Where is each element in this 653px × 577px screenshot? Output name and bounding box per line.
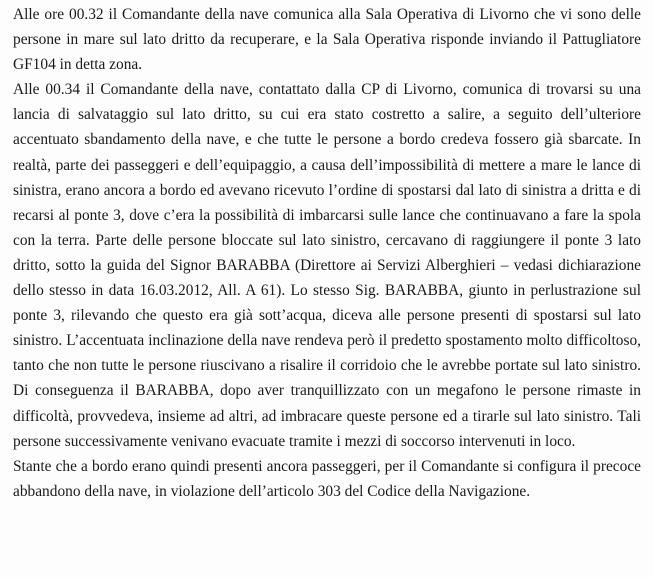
paragraph-2: Alle 00.34 il Comandante della nave, contattato dalla CP di Livorno, comunica di trovarsi su una lancia di salvataggio sul lato dritto, su cui era stato costretto a salire, a seguito dell’ulteriore accentuato sbandamento della nave, e che tutte le persone a bordo credeva fossero già sbarcate. In realtà, parte dei passeggeri e dell’equipaggio, a causa dell’impossibilità di mettere a mare le lance di sinistra, erano ancora a bordo ed avevano ricevuto l’ordine di spostarsi dal lato di sinistra a dritta e di recarsi al ponte 3, dove c’era la possibilità di imbarcarsi sulle lance che continuavano a fare la spola con la terra. Parte delle persone bloccate sul lato sinistro, cercavano di raggiungere il ponte 3 lato dritto, sotto la guida del Signor BARABBA (Direttore ai Servizi Alberghieri – vedasi dichiarazione dello stesso in data 16.03.2012, All. A 61). Lo stesso Sig. BARABBA, giunto in perlustrazione sul ponte 3, rilevando che questo era già sott’acqua, diceva alle persone presenti di spostarsi sul lato sinistro. L’accentuata inclinazione della nave rendeva però il predetto spostamento molto difficoltoso, tanto che non tutte le persone riuscivano a risalire il corridoio che le avrebbe portate sul lato sinistro. Di conseguenza il BARABBA, dopo aver tranquillizzato con un megafono le persone rimaste in difficoltà, provvedeva, insieme ad altri, ad imbracare queste persone ed a tirarle sul lato sinistro. Tali persone successivamente venivano evacuate tramite i mezzi di soccorso intervenuti in loco. [13, 81, 641, 450]
paragraph-3: Stante che a bordo erano quindi presenti ancora passeggeri, per il Comandante si configura il precoce abbandono della nave, in violazione dell’articolo 303 del Codice della Navigazione. [13, 457, 641, 500]
paragraph-1: Alle ore 00.32 il Comandante della nave comunica alla Sala Operativa di Livorno che vi sono delle persone in mare sul lato dritto da recuperare, e la Sala Operativa risponde inviando il Pattugliatore GF104 in detta zona. [13, 6, 641, 74]
